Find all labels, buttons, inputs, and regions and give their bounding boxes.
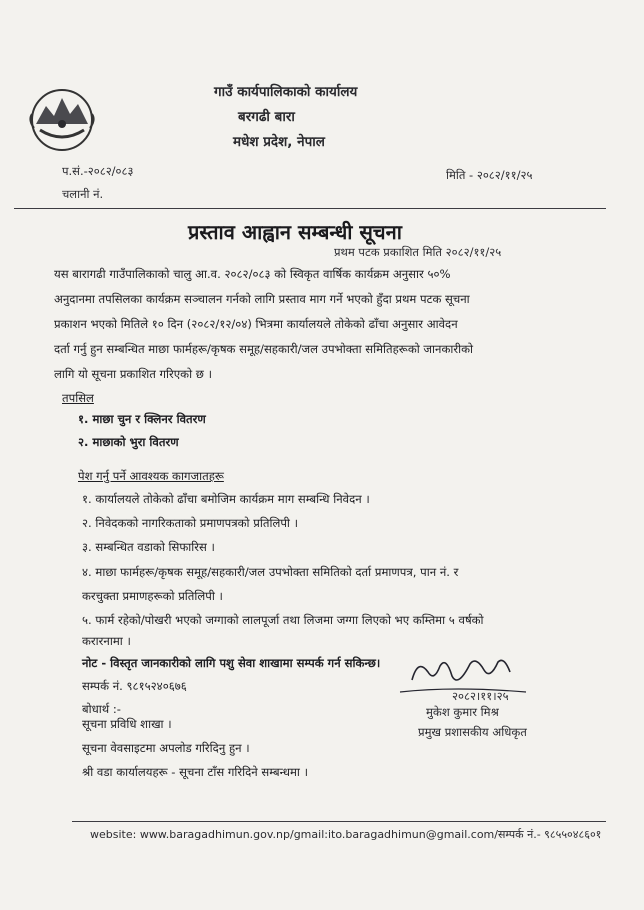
office-location: बरगढी बारा	[238, 109, 295, 125]
header-divider	[14, 208, 606, 209]
schedule-item: १. माछा चुन र क्लिनर वितरण	[78, 412, 206, 426]
signature-date: २०८२।११।२५	[452, 689, 509, 703]
cc-item: सूचना प्रविधि शाखा ।	[82, 717, 172, 731]
note-text: नोट - विस्तृत जानकारीको लागि पशु सेवा शाखामा सम्पर्क गर्न सकिन्छ।	[82, 656, 381, 670]
cc-item: श्री वडा कार्यालयहरू - सूचना टाँस गरिदिने सम्बन्धमा ।	[82, 765, 308, 779]
contact-number: सम्पर्क नं. ९८१५२४०६७६	[82, 679, 187, 693]
document-item: ३. सम्बन्धित वडाको सिफारिस ।	[82, 540, 215, 554]
office-name: गाउँ कार्यपालिकाको कार्यालय	[214, 84, 358, 100]
paragraph-line: दर्ता गर्नु हुन सम्बन्धित माछा फार्महरू/कृषक समूह/सहकारी/जल उपभोक्ता समितिहरूको जानकारीको	[54, 342, 474, 356]
footer-divider	[72, 821, 606, 822]
published-date: प्रथम पटक प्रकाशित मिति २०८२/११/२५	[334, 245, 502, 259]
document-item-continued: करचुक्ता प्रमाणहरूको प्रतिलिपी ।	[82, 589, 223, 603]
document-item: १. कार्यालयले तोकेको ढाँचा बमोजिम कार्यक्रम माग सम्बन्धि निवेदन ।	[82, 492, 370, 506]
notice-title: प्रस्ताव आह्वान सम्बन्धी सूचना	[188, 220, 402, 244]
paragraph-line: प्रकाशन भएको मितिले १० दिन (२०८२/१२/०४) भित्रमा कार्यालयले तोकेको ढाँचा अनुसार आवेदन	[54, 317, 458, 331]
reference-number: प.सं.-२०८२/०८३	[62, 164, 134, 178]
schedule-heading: तपसिल	[62, 391, 94, 405]
paragraph-line: यस बारागढी गाउँपालिकाको चालु आ.व. २०८२/०८३ को स्विकृत वार्षिक कार्यक्रम अनुसार ५०%	[54, 267, 451, 281]
document-item-continued: करारनामा ।	[82, 634, 131, 648]
dispatch-number: चलानी नं.	[62, 187, 104, 201]
footer-contact: website: www.baragadhimun.gov.np/gmail:ito.baragadhimun@gmail.com/सम्पर्क नं.- ९८५५०४८६०१	[90, 828, 602, 841]
paragraph-line: लागि यो सूचना प्रकाशित गरिएको छ ।	[54, 367, 212, 381]
signatory-name: मुकेश कुमार मिश्र	[426, 705, 499, 719]
document-item: ४. माछा फार्महरू/कृषक समूह/सहकारी/जल उपभोक्ता समितिको दर्ता प्रमाणपत्र, पान नं. र	[82, 565, 459, 579]
documents-heading: पेश गर्नु पर्ने आवश्यक कागजातहरू	[78, 469, 224, 483]
document-item: २. निवेदकको नागरिकताको प्रमाणपत्रको प्रतिलिपी ।	[82, 516, 298, 530]
cc-heading: बोधार्थ :-	[82, 702, 121, 716]
cc-item: सूचना वेवसाइटमा अपलोड गरिदिनु हुन ।	[82, 741, 250, 755]
document-item: ५. फार्म रहेको/पोखरी भएको जग्गाको लालपूर्जा तथा लिजमा जग्गा लिएको भए कम्तिमा ५ वर्षको	[82, 613, 484, 627]
signatory-designation: प्रमुख प्रशासकीय अधिकृत	[418, 725, 527, 739]
office-province: मधेश प्रदेश, नेपाल	[233, 134, 325, 150]
paragraph-line: अनुदानमा तपसिलका कार्यक्रम सञ्चालन गर्नको लागि प्रस्ताव माग गर्ने भएको हुँदा प्रथम पटक सूचना	[54, 292, 470, 306]
nepal-emblem-icon	[26, 84, 98, 156]
issue-date: मिति - २०८२/११/२५	[446, 168, 533, 182]
schedule-item: २. माछाको भुरा वितरण	[78, 435, 179, 449]
